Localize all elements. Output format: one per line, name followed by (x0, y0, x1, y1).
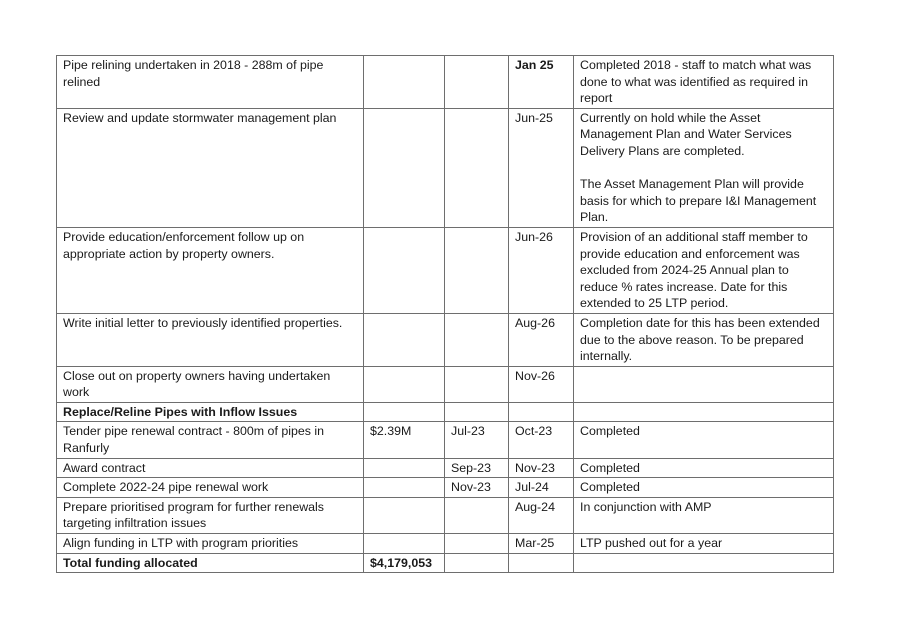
start-cell (445, 497, 509, 533)
task-cell: Prepare prioritised program for further renewals targeting infiltration issues (57, 497, 364, 533)
total-row (57, 553, 834, 573)
end-date-cell: Mar-25 (509, 534, 574, 554)
task-cell: Tender pipe renewal contract - 800m of pipes in Ranfurly (57, 422, 364, 458)
table-row (57, 366, 834, 402)
start-cell: Nov-23 (445, 478, 509, 498)
task-cell: Pipe relining undertaken in 2018 - 288m of pipe relined (57, 56, 364, 109)
table-row (57, 458, 834, 478)
comment-cell: Completion date for this has been extended due to the above reason. To be prepared internally. (574, 313, 834, 366)
task-cell: Provide education/enforcement follow up on appropriate action by property owners. (57, 227, 364, 313)
section-header-row (57, 402, 834, 422)
section-title: Replace/Reline Pipes with Inflow Issues (57, 402, 364, 422)
budget-cell (364, 366, 445, 402)
budget-cell (364, 313, 445, 366)
comment-cell: Completed (574, 478, 834, 498)
task-cell: Review and update stormwater management plan (57, 108, 364, 227)
table-row (57, 478, 834, 498)
budget-cell (364, 458, 445, 478)
start-cell: Jul-23 (445, 422, 509, 458)
start-cell (445, 108, 509, 227)
total-value: $4,179,053 (364, 553, 445, 573)
comment-cell: In conjunction with AMP (574, 497, 834, 533)
paragraph-gap (580, 160, 827, 177)
end-date-cell: Jul-24 (509, 478, 574, 498)
end-date-cell: Jun-26 (509, 227, 574, 313)
budget-cell: $2.39M (364, 422, 445, 458)
project-schedule-table (56, 55, 834, 573)
budget-cell (364, 227, 445, 313)
budget-cell (364, 534, 445, 554)
table-row (57, 108, 834, 227)
end-date-cell: Nov-23 (509, 458, 574, 478)
task-cell: Close out on property owners having undertaken work (57, 366, 364, 402)
comment-cell (574, 108, 834, 227)
budget-cell (364, 497, 445, 533)
comment-paragraph: The Asset Management Plan will provide basis for which to prepare I&I Management Plan. (580, 177, 817, 225)
task-cell: Write initial letter to previously identified properties. (57, 313, 364, 366)
budget-cell (364, 108, 445, 227)
comment-cell: Completed 2018 - staff to match what was done to what was identified as required in report (574, 56, 834, 109)
table-row (57, 313, 834, 366)
end-date-cell: Aug-24 (509, 497, 574, 533)
table-row (57, 422, 834, 458)
table-row (57, 497, 834, 533)
task-cell: Complete 2022-24 pipe renewal work (57, 478, 364, 498)
task-cell: Award contract (57, 458, 364, 478)
start-cell (445, 366, 509, 402)
table-row (57, 534, 834, 554)
end-date-cell: Oct-23 (509, 422, 574, 458)
budget-cell (364, 478, 445, 498)
start-cell (445, 56, 509, 109)
comment-cell: Provision of an additional staff member to provide education and enforcement was excluded from 2024-25 Annual plan to reduce % rates increase. Date for this extended to 25 LTP period. (574, 227, 834, 313)
end-date-cell: Jun-25 (509, 108, 574, 227)
start-cell (445, 534, 509, 554)
start-cell (445, 227, 509, 313)
task-cell: Align funding in LTP with program priorities (57, 534, 364, 554)
comment-cell: Completed (574, 458, 834, 478)
start-cell: Sep-23 (445, 458, 509, 478)
comment-cell: Completed (574, 422, 834, 458)
budget-cell (364, 56, 445, 109)
comment-paragraph: Currently on hold while the Asset Management Plan and Water Services Delivery Plans are completed. (580, 110, 792, 158)
total-label: Total funding allocated (57, 553, 364, 573)
end-date-cell: Jan 25 (509, 56, 574, 109)
end-date-cell: Aug-26 (509, 313, 574, 366)
table-row (57, 227, 834, 313)
comment-cell (574, 366, 834, 402)
end-date-cell: Nov-26 (509, 366, 574, 402)
comment-cell: LTP pushed out for a year (574, 534, 834, 554)
start-cell (445, 313, 509, 366)
table-row (57, 56, 834, 109)
